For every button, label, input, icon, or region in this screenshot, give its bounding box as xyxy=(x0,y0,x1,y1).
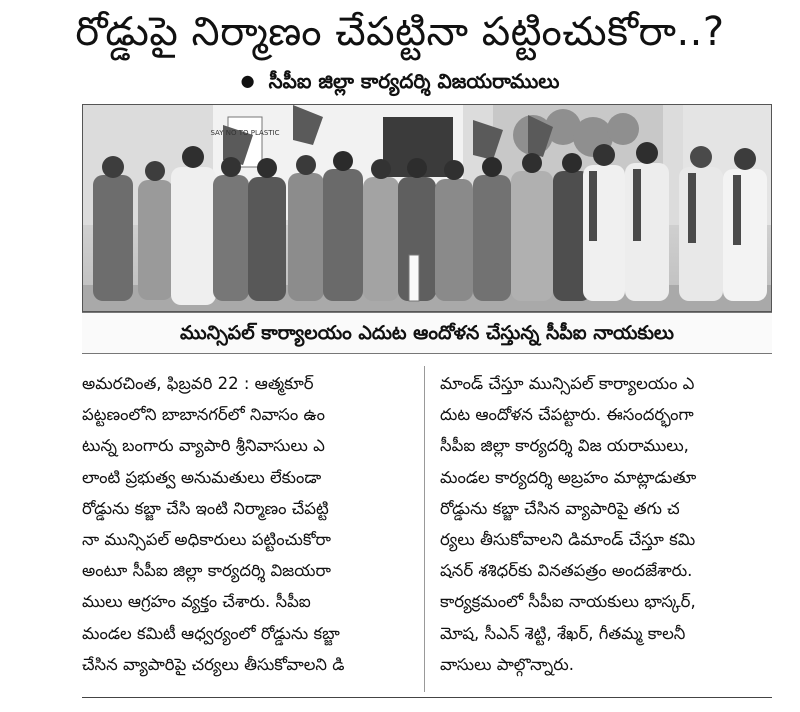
body-line: ర్యలు తీసుకోవాలని డిమాండ్ చేస్తూ కమి xyxy=(440,530,696,550)
body-line: లాంటి ప్రభుత్వ అనుమతులు లేకుండా xyxy=(82,467,322,487)
body-line: మోష, సీఎన్ శెట్టి, శేఖర్, గీతమ్మ కాలనీ xyxy=(440,623,686,643)
bullet-icon: ● xyxy=(240,71,255,90)
news-photo xyxy=(82,104,772,312)
article-column-left xyxy=(82,368,412,680)
body-line: మండల కార్యదర్శి అబ్రహం మాట్లాడుతూ xyxy=(440,467,697,487)
subheadline-text: సీపీఐ జిల్లా కార్యదర్శి విజయరాములు xyxy=(268,69,560,93)
body-line: సీపీఐ జిల్లా కార్యదర్శి విజ యరాములు, xyxy=(440,436,689,456)
body-line: రోడ్డును కబ్జా చేసిన వ్యాపారిపై తగు చ xyxy=(440,498,680,518)
bottom-rule xyxy=(82,697,772,698)
column-divider xyxy=(424,366,425,692)
body-line: మండల కమిటీ ఆధ్వర్యంలో రోడ్డును కబ్జా xyxy=(82,623,340,643)
article-column-right xyxy=(440,368,770,680)
body-line: దుట ఆందోళన చేపట్టారు. ఈసందర్భంగా xyxy=(440,405,694,425)
body-line: మాండ్ చేస్తూ మున్సిపల్ కార్యాలయం ఎ xyxy=(440,374,695,393)
body-line: నా మున్సిపల్ అధికారులు పట్టించుకోరా xyxy=(82,530,332,550)
photo-banner-text: SAY NO TO PLASTIC xyxy=(210,129,280,137)
body-line: చేసిన వ్యాపారిపై చర్యలు తీసుకోవాలని డి xyxy=(82,654,345,674)
body-line: షనర్ శశిధర్‌కు వినతపత్రం అందజేశారు. xyxy=(440,561,693,581)
protest-photo-illustration xyxy=(83,105,771,311)
body-line: కార్యక్రమంలో సీపీఐ నాయకులు భాస్కర్, xyxy=(440,592,696,612)
article-subheadline xyxy=(0,64,800,98)
body-line: రోడ్డును కబ్జా చేసి ఇంటి నిర్మాణం చేపట్టి xyxy=(82,498,329,518)
body-line: అమరచింత, ఫిబ్రవరి 22 : ఆత్మకూర్ xyxy=(82,374,314,393)
body-line: ములు ఆగ్రహం వ్యక్తం చేశారు. సీపీఐ xyxy=(82,592,311,612)
body-line: వాసులు పాల్గొన్నారు. xyxy=(440,654,574,674)
body-line: అంటూ సీపీఐ జిల్లా కార్యదర్శి విజయరా xyxy=(82,561,331,581)
body-line: పట్టణంలోని బాబానగర్‌లో నివాసం ఉం xyxy=(82,405,326,425)
photo-caption: మున్సిపల్ కార్యాలయం ఎదుట ఆందోళన చేస్తున్న సీపీఐ నాయకులు xyxy=(82,312,772,354)
article-headline: రోడ్డుపై నిర్మాణం చేపట్టినా పట్టించుకోరా..? xyxy=(75,9,725,55)
body-line: టున్న బంగారు వ్యాపారి శ్రీనివాసులు ఎ xyxy=(82,436,325,456)
